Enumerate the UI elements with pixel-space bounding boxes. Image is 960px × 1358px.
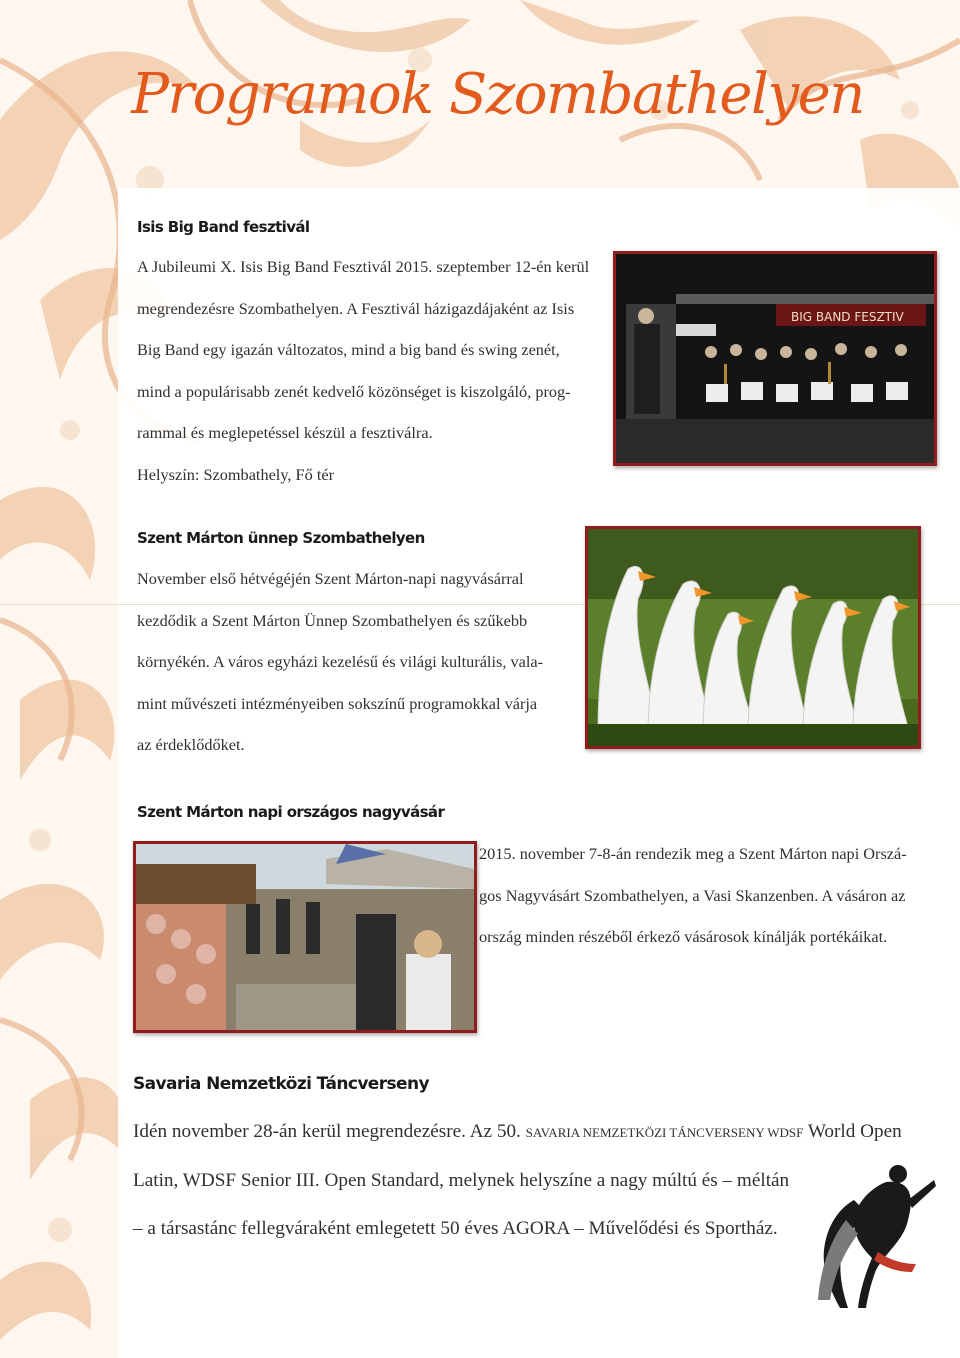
text-line: környékén. A város egyházi kezelésű és világi kulturális, vala- <box>137 652 543 671</box>
text-line: Latin, WDSF Senior III. Open Standard, melynek helyszíne a nagy múltú és – méltán <box>133 1170 790 1191</box>
text-line: November első hétvégéjén Szent Márton-napi nagyvásárral <box>137 569 524 588</box>
section-heading-martin: Szent Márton ünnep Szombathelyen <box>137 529 425 547</box>
fair-photo <box>133 841 477 1033</box>
text-segment: World Open <box>807 1121 902 1142</box>
text-line: A Jubileumi X. Isis Big Band Fesztivál 2015. szeptember 12-én kerül <box>137 257 590 276</box>
dancer-silhouette-icon <box>816 1160 938 1310</box>
text-segment: Idén november 28-án kerül megrendezésre. Az 50. <box>133 1121 521 1142</box>
text-line: kezdődik a Szent Márton Ünnep Szombathelyen és szűkebb <box>137 610 528 630</box>
section-heading-dance: Savaria Nemzetközi Táncverseny <box>133 1074 429 1094</box>
section-text-dance <box>133 1108 933 1253</box>
text-segment-caps: SAVARIA NEMZETKÖZI TÁNCVERSENY WDSF <box>525 1125 804 1140</box>
text-line: gos Nagyvásárt Szombathelyen, a Vasi Skanzenben. A vásáron az <box>479 885 906 905</box>
location-line: Helyszín: Szombathely, Fő tér <box>137 464 334 484</box>
section-heading-bigband: Isis Big Band fesztivál <box>137 218 310 236</box>
text-line: megrendezésre Szombathelyen. A Fesztivál házigazdájaként az Isis <box>137 298 575 318</box>
section-text-martin <box>137 558 571 766</box>
section-heading-fair: Szent Márton napi országos nagyvásár <box>137 803 445 821</box>
text-line: rammal és meglepetéssel készül a fesztiválra. <box>137 423 433 442</box>
text-line: mint művészeti intézményeiben sokszínű programokkal várja <box>137 693 538 713</box>
text-line <box>133 1108 933 1157</box>
text-line: mind a populárisabb zenét kedvelő közönséget is kiszolgáló, prog- <box>137 381 571 401</box>
text-line: 2015. november 7-8-án rendezik meg a Szent Márton napi Orszá- <box>479 844 907 863</box>
text-line: ország minden részéből érkező vásárosok kínálják portékáikat. <box>479 927 888 946</box>
section-text-bigband <box>137 246 605 495</box>
text-line: – a társastánc fellegváraként emlegetett 50 éves AGORA – Művelődési és Sportház. <box>133 1218 778 1239</box>
text-line: Big Band egy igazán változatos, mind a big band és swing zenét, <box>137 340 560 359</box>
page-title: Programok Szombathelyen <box>131 62 864 127</box>
banner-text: BIG BAND FESZTIV <box>791 310 904 324</box>
bigband-photo <box>613 251 937 466</box>
text-line: az érdeklődőket. <box>137 735 245 754</box>
geese-photo <box>585 526 921 749</box>
section-text-fair <box>479 833 941 958</box>
